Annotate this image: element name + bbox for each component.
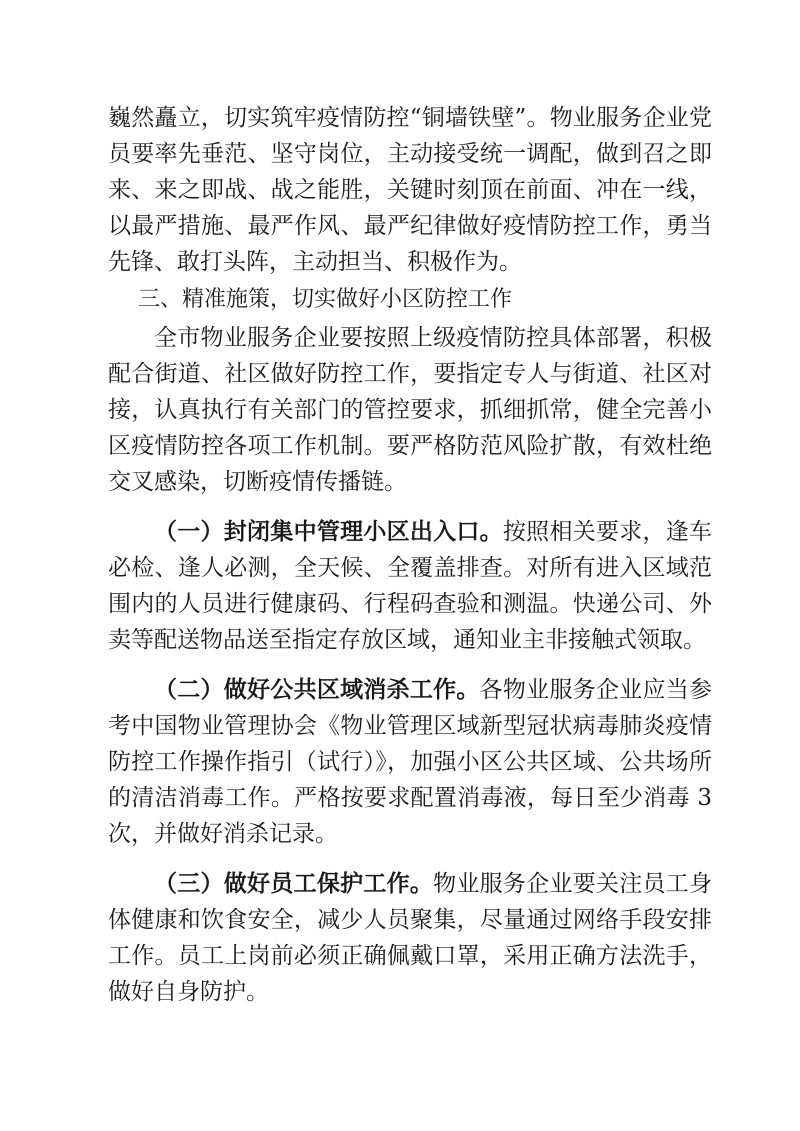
item-entrance-management-text: 按照相关要求，逢车必检、逢人必测，全天候、全覆盖排查。对所有进入区域范围内的人员进行健康码、行程码查验和测温。快递公司、外卖等配送物品送至指定存放区域，通知业主非接触式领取。 (108, 519, 713, 653)
paragraph-party-members: 巍然矗立，切实筑牢疫情防控“铜墙铁壁”。物业服务企业党员要率先垂范、坚守岗位，主动接受统一调配，做到召之即来、来之即战、战之能胜，关键时刻顶在前面、冲在一线，以最严措施、最严作风、最严纪律做好疫情防控工作，勇当先锋、敢打头阵，主动担当、积极作为。 (108, 105, 712, 275)
item-entrance-management (108, 514, 712, 658)
item-public-disinfection-text: 各物业服务企业应当参考中国物业管理协会《物业管理区域新型冠状病毒肺炎疫情防控工作操作指引（试行）》，加强小区公共区域、公共场所的清洁消毒工作。严格按要求配置消毒液，每日至少消毒 3 次，并做好消杀记录。 (108, 677, 713, 847)
item-staff-protection (108, 866, 712, 1010)
item-entrance-management-title: （一）封闭集中管理小区出入口。 (154, 518, 503, 545)
item-staff-protection-title: （三）做好员工保护工作。 (154, 870, 434, 897)
item-public-disinfection-title: （二）做好公共区域消杀工作。 (154, 676, 480, 703)
paragraph-community-prevention: 全市物业服务企业要按照上级疫情防控具体部署，积极配合街道、社区做好防控工作，要指定专人与街道、社区对接，认真执行有关部门的管控要求，抓细抓常，健全完善小区疫情防控各项工作机制。要严格防范风险扩散，有效杜绝交叉感染，切断疫情传播链。 (108, 325, 712, 495)
document-body (108, 100, 712, 1010)
section-heading-3: 三、精准施策，切实做好小区防控工作 (138, 287, 513, 312)
item-staff-protection-text: 物业服务企业要关注员工身体健康和饮食安全，减少人员聚集，尽量通过网络手段安排工作。员工上岗前必须正确佩戴口罩，采用正确方法洗手，做好自身防护。 (108, 871, 713, 1005)
item-public-disinfection (108, 672, 712, 852)
